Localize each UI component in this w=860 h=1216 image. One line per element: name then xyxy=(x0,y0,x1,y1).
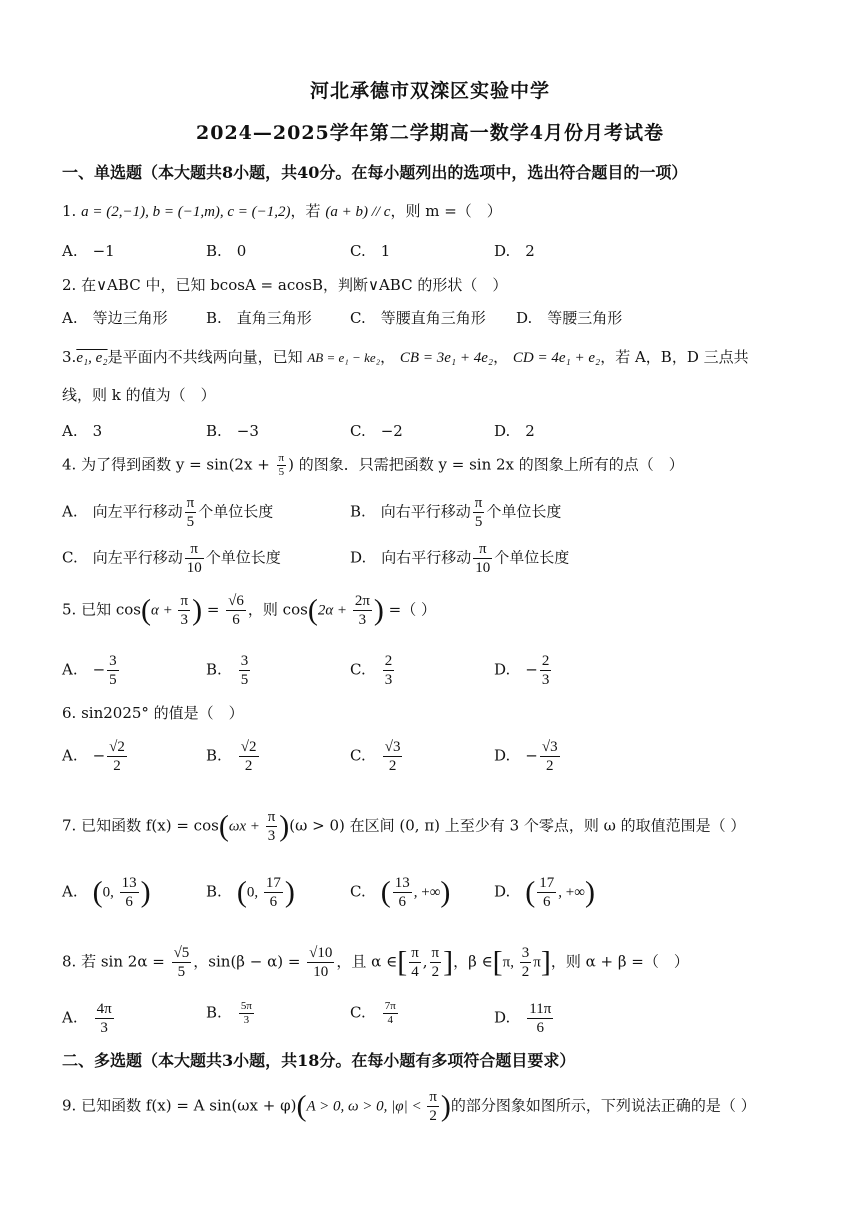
question-5: 5. 已知 cos(α + $\frac{\pi}{3}$ ) = $\frac{√6}{6}$ ，则 cos(2α + $\frac{2\pi}{3}$ ) =（ ） xyxy=(62,593,436,628)
section-1-heading: 一、单选题（本大题共8小题，共40分。在每小题列出的选项中，选出符合题目的一项） xyxy=(62,163,688,182)
q3-vector-ab: AB = e₁ − ke₂ xyxy=(307,350,381,365)
question-1: 1. a = (2,−1), b = (−1,m), c = (−1,2)，若 (a + b) // c，则 m =（ ） xyxy=(62,202,502,220)
q2-option-a: A. 等边三角形 xyxy=(62,309,168,327)
q1-option-b: B. 0 xyxy=(206,242,247,260)
q6-option-c: C. $\frac{√3}{2}$ xyxy=(350,739,401,774)
q3-option-c: C. −2 xyxy=(350,422,403,440)
section-2-heading: 二、多选题（本大题共3小题，共18分。在每小题有多项符合题目要求） xyxy=(62,1051,576,1070)
question-7: 7. 已知函数 f(x) = cos(ωx + $\frac{\pi}{3}$ )(ω > 0) 在区间 (0, π) 上至少有 3 个零点，则 ω 的取值范围是（ ） xyxy=(62,809,746,844)
q8-option-c: C. $\frac{7\pi}{4}$ xyxy=(350,1000,396,1026)
q5-option-d: D. − $\frac{2}{3}$ xyxy=(494,653,550,688)
q1-vectors: a = (2,−1), b = (−1,m), c = (−1,2) xyxy=(81,204,291,220)
exam-title: 2024—2025学年第二学期高一数学4月份月考试卷 xyxy=(196,122,664,144)
q5-option-c: C. $\frac{2}{3}$ xyxy=(350,653,393,688)
q5-option-b: B. $\frac{3}{5}$ xyxy=(206,653,249,688)
q3-vector-cd: CD = 4e₁ + e₂ xyxy=(512,350,601,366)
q8-option-a: A. $\frac{4\pi}{3}$ xyxy=(62,1001,112,1036)
question-8: 8. 若 sin 2α = $\frac{√5}{5}$ ，sin(β − α) = $\frac{√10}{10}$ ，且 α ∈[ $\frac{\pi}{4}$ , $\frac{\pi}{2}$ ]，β ∈[π, $\frac{3}{2}$ π]，则 α + β =（ ） xyxy=(62,945,689,980)
q7-option-c: C. ( $\frac{13}{6}$ , +∞) xyxy=(350,875,451,910)
q4-option-a: A. 向左平行移动 $\frac{\pi}{5}$ 个单位长度 xyxy=(62,495,274,530)
school-title: 河北承德市双滦区实验中学 xyxy=(309,80,550,102)
question-9: 9. 已知函数 f(x) = A sin(ωx + φ)(A > 0, ω > 0, |φ| < $\frac{\pi}{2}$ )的部分图象如图所示，下列说法正确的是（ ） xyxy=(62,1089,756,1124)
question-2: 2. 在∨ABC 中，已知 bcosA = acosB，判断∨ABC 的形状（ ） xyxy=(62,276,508,294)
q1-option-d: D. 2 xyxy=(494,242,535,260)
q6-option-d: D. − $\frac{√3}{2}$ xyxy=(494,739,558,774)
question-4: 4. 为了得到函数 y = sin(2x + $\frac{\pi}{5}$ ) 的图象．只需把函数 y = sin 2x 的图象上所有的点（ ） xyxy=(62,452,684,478)
q1-option-c: C. 1 xyxy=(350,242,391,260)
q5-option-a: A. − $\frac{3}{5}$ xyxy=(62,653,117,688)
q2-option-c: C. 等腰直角三角形 xyxy=(350,309,486,327)
q3-option-d: D. 2 xyxy=(494,422,535,440)
q8-option-b: B. $\frac{5\pi}{3}$ xyxy=(206,1000,252,1026)
q3-option-a: A. 3 xyxy=(62,422,103,440)
q4-option-d: D. 向右平行移动 $\frac{\pi}{10}$ 个单位长度 xyxy=(350,541,570,576)
q2-option-d: D. 等腰三角形 xyxy=(516,309,623,327)
q3-vector-cb: CB = 3e₁ + 4e₂ xyxy=(399,350,494,366)
q3-option-b: B. −3 xyxy=(206,422,259,440)
q1-option-a: A. −1 xyxy=(62,242,115,260)
q7-option-d: D. ( $\frac{17}{6}$ , +∞) xyxy=(494,875,595,910)
q1-condition: (a + b) // c xyxy=(325,204,391,220)
q4-option-b: B. 向右平行移动 $\frac{\pi}{5}$ 个单位长度 xyxy=(350,495,562,530)
q7-option-b: B. (0, $\frac{17}{6}$ ) xyxy=(206,875,295,910)
q6-option-a: A. − $\frac{√2}{2}$ xyxy=(62,739,125,774)
question-3-line-1: 3.e₁, e₂是平面内不共线两向量，已知 AB = e₁ − ke₂， CB = 3e₁ + 4e₂， CD = 4e₁ + e₂，若 A，B，D 三点共 xyxy=(62,348,749,366)
q2-option-b: B. 直角三角形 xyxy=(206,309,312,327)
q6-option-b: B. $\frac{√2}{2}$ xyxy=(206,739,257,774)
q7-option-a: A. (0, $\frac{13}{6}$ ) xyxy=(62,875,151,910)
question-3-line-2: 线，则 k 的值为（ ） xyxy=(62,386,216,404)
question-6: 6. sin2025° 的值是（ ） xyxy=(62,704,244,722)
q8-option-d: D. $\frac{11\pi}{6}$ xyxy=(494,1001,552,1036)
q4-option-c: C. 向左平行移动 $\frac{\pi}{10}$ 个单位长度 xyxy=(62,541,281,576)
